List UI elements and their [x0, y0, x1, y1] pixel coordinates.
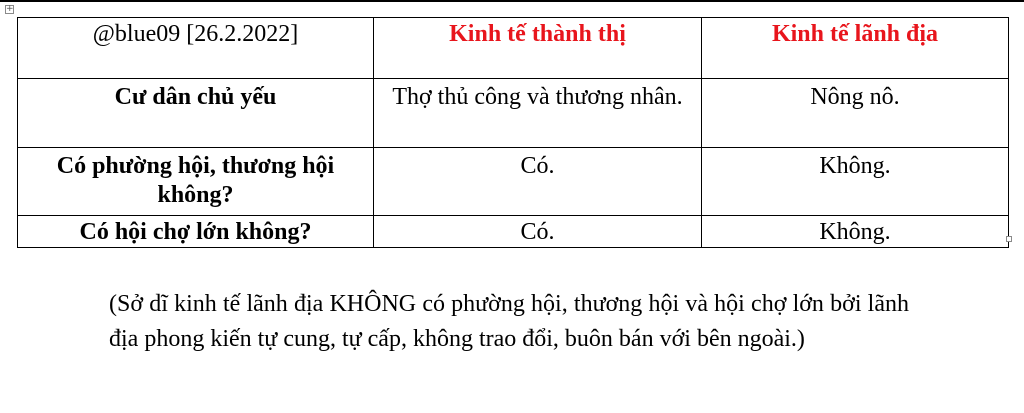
column-header-manor-economy: Kinh tế lãnh địa [702, 18, 1009, 79]
cell-urban-guilds: Có. [374, 148, 702, 216]
author-credit: @blue09 [26.2.2022] [18, 18, 374, 79]
table-row [18, 148, 1009, 216]
page-top-border [0, 0, 1024, 2]
table-row [18, 216, 1009, 248]
table-row [18, 79, 1009, 148]
cell-urban-fairs: Có. [374, 216, 702, 248]
row-label-main-residents: Cư dân chủ yếu [18, 79, 374, 148]
column-header-urban-economy: Kinh tế thành thị [374, 18, 702, 79]
comparison-table [17, 17, 1009, 248]
table-header-row [18, 18, 1009, 79]
cell-manor-residents: Nông nô. [702, 79, 1009, 148]
cell-manor-guilds: Không. [702, 148, 1009, 216]
cell-urban-residents: Thợ thủ công và thương nhân. [374, 79, 702, 148]
row-label-fairs: Có hội chợ lớn không? [18, 216, 374, 248]
cell-manor-fairs: Không. [702, 216, 1009, 248]
table-resize-handle[interactable] [1006, 236, 1012, 242]
explanation-note: (Sở dĩ kinh tế lãnh địa KHÔNG có phường hội, thương hội và hội chợ lớn bởi lãnh địa phong kiến tự cung, tự cấp, không trao đổi, buôn bán với bên ngoài.) [109, 291, 909, 352]
row-label-guilds: Có phường hội, thương hội không? [18, 148, 374, 216]
table-move-handle-icon[interactable]: + [6, 4, 14, 14]
